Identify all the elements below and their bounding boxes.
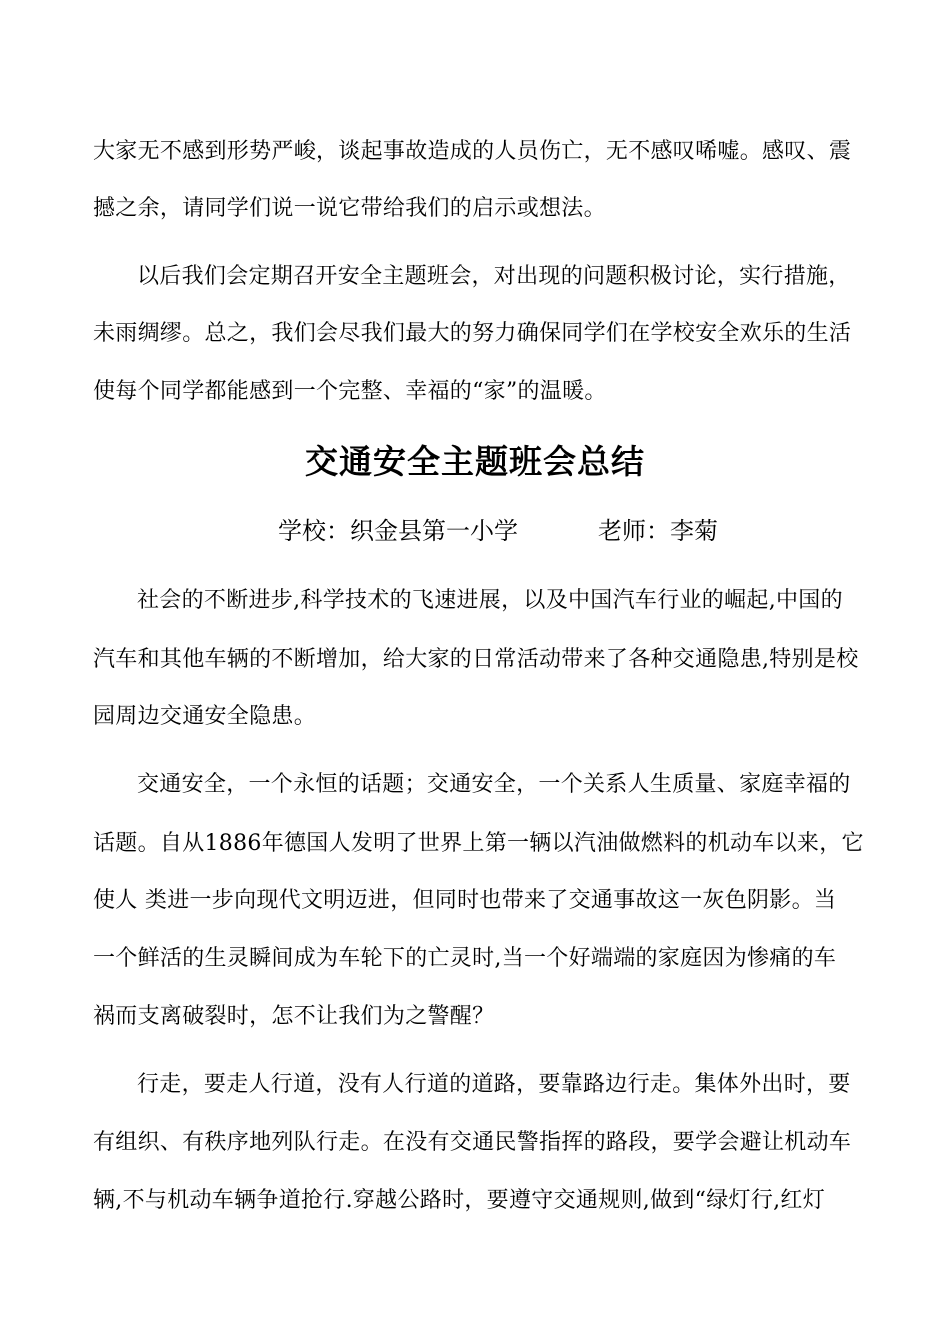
paragraph-line: 使每个同学都能感到一个完整、幸福的“家”的温暖。 [93, 379, 607, 404]
paragraph-line: 园周边交通安全隐患。 [93, 704, 317, 729]
paragraph-line: 汽车和其他车辆的不断增加，给大家的日常活动带来了各种交通隐患,特别是校 [93, 647, 859, 672]
teacher-label: 老师：李菊 [598, 517, 718, 545]
paragraph-line: 使人 类进一步向现代文明迈进，但同时也带来了交通事故这一灰色阴影。当 [93, 888, 837, 913]
paragraph-line: 以后我们会定期召开安全主题班会，对出现的问题积极讨论，实行措施， [137, 264, 851, 289]
paragraph-line: 辆,不与机动车辆争道抢行.穿越公路时，要遵守交通规则,做到“绿灯行,红灯 [93, 1188, 826, 1213]
paragraph-line: 祸而支离破裂时，怎不让我们为之警醒？ [93, 1004, 495, 1029]
paragraph-line: 撼之余，请同学们说一说它带给我们的启示或想法。 [93, 196, 606, 221]
document-title: 交通安全主题班会总结 [305, 442, 645, 481]
paragraph-line: 话题。自从1886年德国人发明了世界上第一辆以汽油做燃料的机动车以来，它 [93, 831, 864, 856]
paragraph-line: 交通安全，一个永恒的话题；交通安全，一个关系人生质量、家庭幸福的 [137, 772, 851, 797]
paragraph-line: 大家无不感到形势严峻，谈起事故造成的人员伤亡，无不感叹唏嘘。感叹、震 [93, 139, 852, 164]
paragraph-line: 一个鲜活的生灵瞬间成为车轮下的亡灵时,当一个好端端的家庭因为惨痛的车 [93, 946, 837, 971]
paragraph-line: 社会的不断进步,科学技术的飞速进展，以及中国汽车行业的崛起,中国的 [137, 588, 843, 613]
paragraph-line: 行走，要走人行道，没有人行道的道路，要靠路边行走。集体外出时，要 [137, 1072, 851, 1097]
paragraph-line: 未雨绸缪。总之，我们会尽我们最大的努力确保同学们在学校安全欢乐的生活 [93, 321, 852, 346]
paragraph-line: 有组织、有秩序地列队行走。在没有交通民警指挥的路段，要学会避让机动车 [93, 1130, 852, 1155]
school-label: 学校：织金县第一小学 [278, 517, 518, 545]
